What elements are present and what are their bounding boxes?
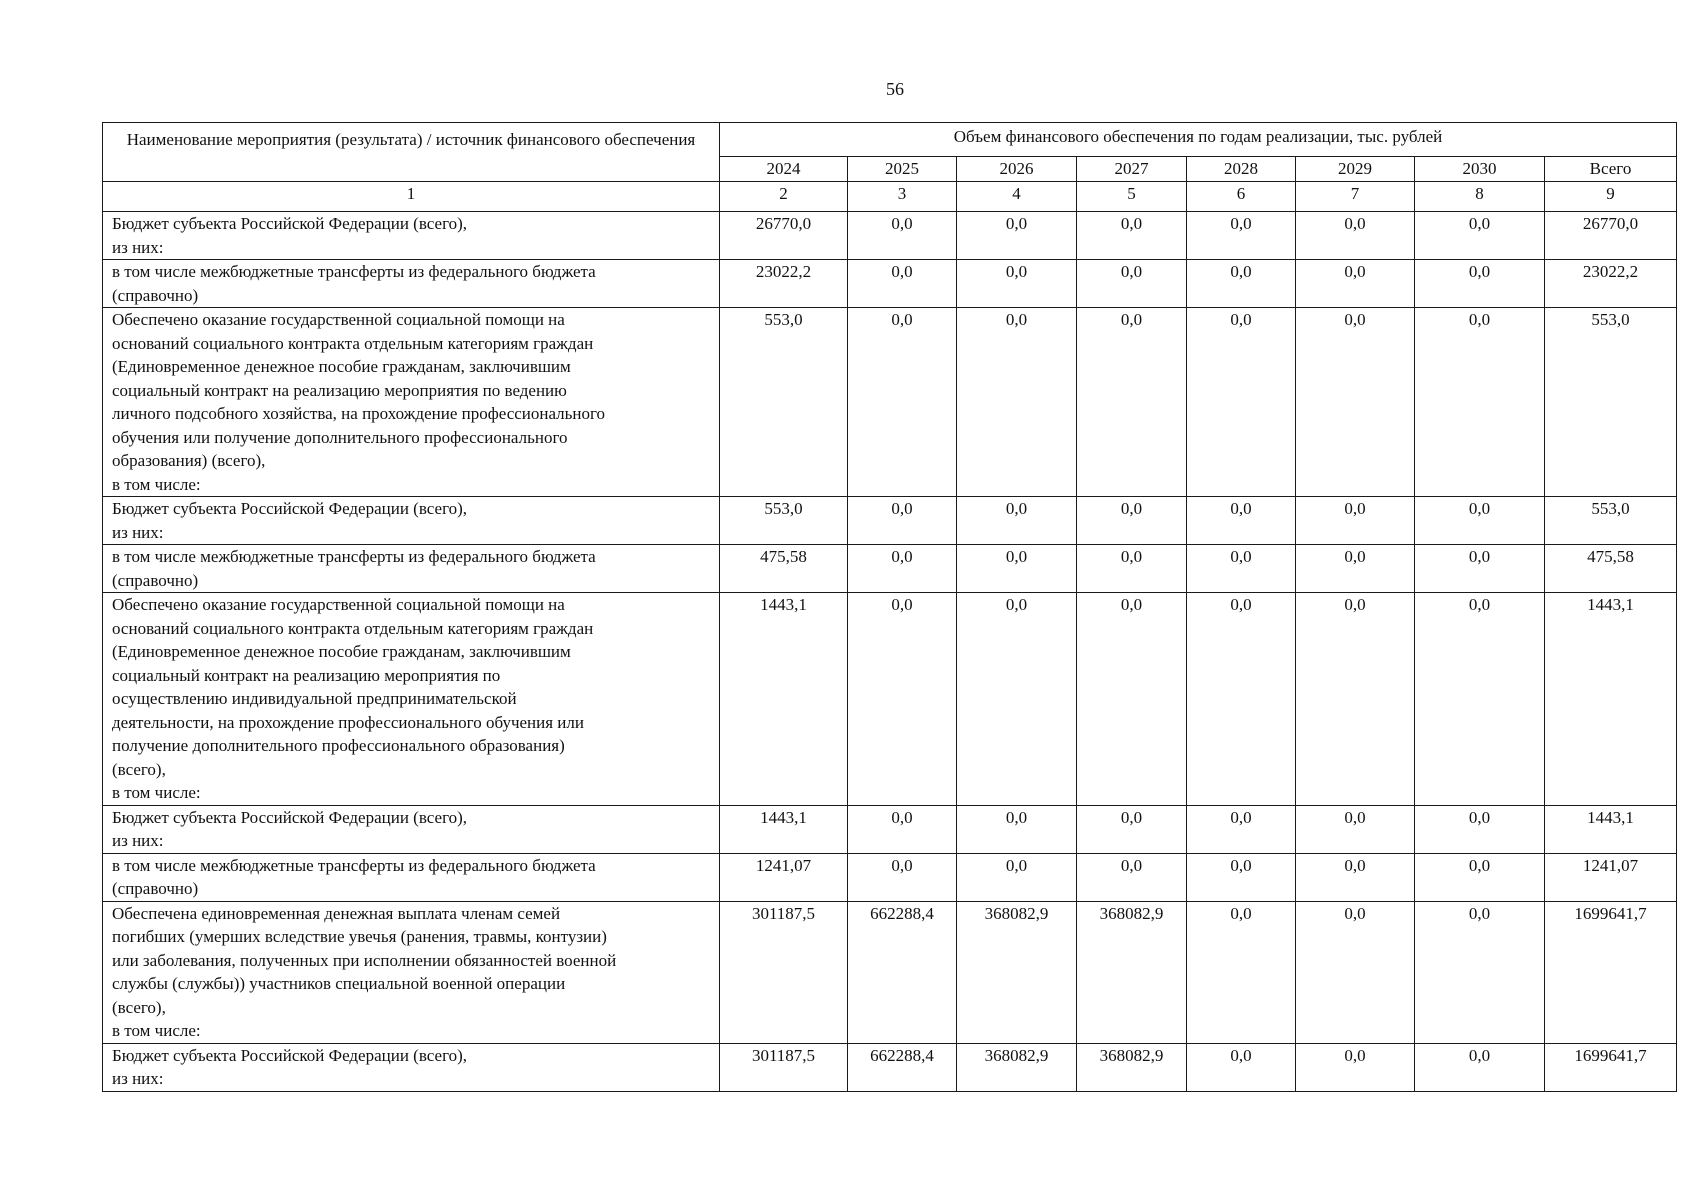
header-year-2025: 2025 <box>848 157 957 182</box>
row-name-line: в том числе: <box>112 783 201 802</box>
value-cell: 553,0 <box>1545 497 1677 545</box>
row-name-line: Бюджет субъекта Российской Федерации (всего), <box>112 1045 468 1065</box>
header-year-2030: 2030 <box>1415 157 1545 182</box>
value-cell: 301187,5 <box>720 1043 848 1091</box>
table-row <box>103 853 1677 901</box>
table-row <box>103 805 1677 853</box>
value-cell: 1241,07 <box>1545 853 1677 901</box>
value-cell: 1443,1 <box>1545 593 1677 806</box>
value-cell: 0,0 <box>1296 853 1415 901</box>
row-name-line: оснований социального контракта отдельным категориям граждан <box>112 618 594 638</box>
row-name-line: осуществлению индивидуальной предпринимательской <box>112 689 517 708</box>
row-name-line: из них: <box>112 1069 164 1088</box>
value-cell: 23022,2 <box>1545 260 1677 308</box>
value-cell: 0,0 <box>848 497 957 545</box>
row-name <box>103 1043 720 1091</box>
row-name-line: Бюджет субъекта Российской Федерации (всего), <box>112 214 468 233</box>
value-cell: 26770,0 <box>1545 212 1677 260</box>
value-cell: 0,0 <box>957 497 1077 545</box>
value-cell: 0,0 <box>1415 545 1545 593</box>
financing-table <box>102 122 1677 1092</box>
value-cell: 1443,1 <box>720 593 848 806</box>
row-name <box>103 545 720 593</box>
row-name <box>103 805 720 853</box>
row-name-line: Обеспечено оказание государственной социальной помощи на <box>112 310 565 329</box>
value-cell: 0,0 <box>1296 1043 1415 1091</box>
column-number: 2 <box>720 182 848 212</box>
value-cell: 0,0 <box>848 260 957 308</box>
value-cell: 553,0 <box>720 308 848 497</box>
value-cell: 1699641,7 <box>1545 901 1677 1043</box>
row-name-line: в том числе: <box>112 474 201 494</box>
header-total: Всего <box>1545 157 1677 182</box>
row-name-line: оснований социального контракта отдельным категориям граждан <box>112 333 594 353</box>
row-name-line: (Единовременное денежное пособие гражданам, заключившим <box>112 357 571 376</box>
value-cell: 0,0 <box>1296 308 1415 497</box>
table-row <box>103 593 1677 806</box>
header-name-column: Наименование мероприятия (результата) / источник финансового обеспечения <box>103 123 720 182</box>
value-cell: 0,0 <box>848 308 957 497</box>
row-name <box>103 212 720 260</box>
value-cell: 0,0 <box>1296 593 1415 806</box>
row-name <box>103 308 720 497</box>
row-name-line: из них: <box>112 237 164 257</box>
value-cell: 0,0 <box>1187 805 1296 853</box>
value-cell: 0,0 <box>1077 593 1187 806</box>
page-number: 56 <box>886 79 904 99</box>
row-name-line: социальный контракт на реализацию мероприятия по <box>112 665 501 685</box>
value-cell: 553,0 <box>1545 308 1677 497</box>
value-cell: 0,0 <box>1415 497 1545 545</box>
row-name-line: Бюджет субъекта Российской Федерации (всего), <box>112 807 468 827</box>
value-cell: 1443,1 <box>720 805 848 853</box>
value-cell: 0,0 <box>1187 593 1296 806</box>
value-cell: 0,0 <box>1187 545 1296 593</box>
row-name-line: (справочно) <box>112 879 199 898</box>
header-year-2024: 2024 <box>720 157 848 182</box>
table-row <box>103 545 1677 593</box>
row-name-line: деятельности, на прохождение профессионального обучения или <box>112 712 584 732</box>
row-name-line: (всего), <box>112 997 166 1017</box>
value-cell: 0,0 <box>1077 805 1187 853</box>
value-cell: 368082,9 <box>1077 1043 1187 1091</box>
column-number: 6 <box>1187 182 1296 212</box>
value-cell: 1699641,7 <box>1545 1043 1677 1091</box>
value-cell: 0,0 <box>848 593 957 806</box>
value-cell: 0,0 <box>1077 212 1187 260</box>
value-cell: 0,0 <box>1415 853 1545 901</box>
value-cell: 662288,4 <box>848 901 957 1043</box>
table-row <box>103 901 1677 1043</box>
value-cell: 23022,2 <box>720 260 848 308</box>
row-name-line: (Единовременное денежное пособие гражданам, заключившим <box>112 642 571 661</box>
row-name-line: социальный контракт на реализацию мероприятия по ведению <box>112 380 567 400</box>
row-name-line: (всего), <box>112 759 166 779</box>
table-row <box>103 212 1677 260</box>
row-name-line: в том числе межбюджетные трансферты из федерального бюджета <box>112 547 596 566</box>
row-name <box>103 260 720 308</box>
value-cell: 0,0 <box>957 853 1077 901</box>
row-name-line: обучения или получение дополнительного профессионального <box>112 427 568 447</box>
value-cell: 26770,0 <box>720 212 848 260</box>
value-cell: 0,0 <box>1415 901 1545 1043</box>
value-cell: 1241,07 <box>720 853 848 901</box>
value-cell: 0,0 <box>848 212 957 260</box>
value-cell: 0,0 <box>1415 260 1545 308</box>
value-cell: 0,0 <box>848 853 957 901</box>
row-name <box>103 901 720 1043</box>
value-cell: 0,0 <box>1077 497 1187 545</box>
value-cell: 0,0 <box>1415 308 1545 497</box>
value-cell: 0,0 <box>1296 260 1415 308</box>
table-row <box>103 1043 1677 1091</box>
header-year-2029: 2029 <box>1296 157 1415 182</box>
value-cell: 0,0 <box>1415 593 1545 806</box>
value-cell: 0,0 <box>1077 260 1187 308</box>
value-cell: 1443,1 <box>1545 805 1677 853</box>
row-name-line: службы (службы)) участников специальной военной операции <box>112 974 566 993</box>
value-cell: 475,58 <box>1545 545 1677 593</box>
row-name-line: получение дополнительного профессионального образования) <box>112 736 565 755</box>
header-year-2027: 2027 <box>1077 157 1187 182</box>
value-cell: 0,0 <box>1187 212 1296 260</box>
table-body <box>103 212 1677 1092</box>
value-cell: 0,0 <box>1415 212 1545 260</box>
value-cell: 368082,9 <box>957 1043 1077 1091</box>
table-row <box>103 308 1677 497</box>
value-cell: 0,0 <box>1077 545 1187 593</box>
value-cell: 0,0 <box>1187 1043 1296 1091</box>
table-row <box>103 497 1677 545</box>
row-name-line: в том числе: <box>112 1021 201 1040</box>
value-cell: 0,0 <box>1415 805 1545 853</box>
value-cell: 0,0 <box>1187 853 1296 901</box>
value-cell: 0,0 <box>1187 497 1296 545</box>
value-cell: 475,58 <box>720 545 848 593</box>
row-name-line: в том числе межбюджетные трансферты из федерального бюджета <box>112 262 596 281</box>
header-year-2026: 2026 <box>957 157 1077 182</box>
row-name-line: (справочно) <box>112 570 199 590</box>
value-cell: 0,0 <box>1415 1043 1545 1091</box>
row-name-line: образования) (всего), <box>112 451 266 470</box>
row-name-line: Обеспечено оказание государственной социальной помощи на <box>112 595 565 614</box>
value-cell: 0,0 <box>848 545 957 593</box>
value-cell: 0,0 <box>1187 901 1296 1043</box>
value-cell: 0,0 <box>1187 260 1296 308</box>
column-number: 3 <box>848 182 957 212</box>
value-cell: 368082,9 <box>1077 901 1187 1043</box>
column-number: 4 <box>957 182 1077 212</box>
value-cell: 0,0 <box>1296 497 1415 545</box>
header-year-2028: 2028 <box>1187 157 1296 182</box>
value-cell: 0,0 <box>1296 212 1415 260</box>
row-name <box>103 853 720 901</box>
value-cell: 0,0 <box>1187 308 1296 497</box>
column-number: 5 <box>1077 182 1187 212</box>
column-number: 8 <box>1415 182 1545 212</box>
value-cell: 0,0 <box>957 308 1077 497</box>
row-name-line: или заболевания, полученных при исполнении обязанностей военной <box>112 950 617 970</box>
value-cell: 0,0 <box>848 805 957 853</box>
value-cell: 0,0 <box>1077 308 1187 497</box>
value-cell: 368082,9 <box>957 901 1077 1043</box>
row-name <box>103 593 720 806</box>
value-cell: 0,0 <box>1296 805 1415 853</box>
value-cell: 301187,5 <box>720 901 848 1043</box>
value-cell: 0,0 <box>1296 901 1415 1043</box>
value-cell: 0,0 <box>1077 853 1187 901</box>
header-financing-volume: Объем финансового обеспечения по годам реализации, тыс. рублей <box>720 123 1677 157</box>
row-name-line: (справочно) <box>112 285 199 305</box>
value-cell: 0,0 <box>1296 545 1415 593</box>
value-cell: 662288,4 <box>848 1043 957 1091</box>
column-number: 9 <box>1545 182 1677 212</box>
value-cell: 0,0 <box>957 212 1077 260</box>
value-cell: 0,0 <box>957 260 1077 308</box>
row-name-line: из них: <box>112 522 164 542</box>
row-name-line: Обеспечена единовременная денежная выплата членам семей <box>112 903 561 923</box>
row-name <box>103 497 720 545</box>
row-name-line: личного подсобного хозяйства, на прохождение профессионального <box>112 404 606 423</box>
column-number: 1 <box>103 182 720 212</box>
value-cell: 553,0 <box>720 497 848 545</box>
table-row <box>103 260 1677 308</box>
value-cell: 0,0 <box>957 545 1077 593</box>
row-name-line: погибших (умерших вследствие увечья (ранения, травмы, контузии) <box>112 927 607 946</box>
row-name-line: из них: <box>112 831 164 850</box>
row-name-line: Бюджет субъекта Российской Федерации (всего), <box>112 499 468 518</box>
value-cell: 0,0 <box>957 593 1077 806</box>
column-number: 7 <box>1296 182 1415 212</box>
row-name-line: в том числе межбюджетные трансферты из федерального бюджета <box>112 855 596 875</box>
value-cell: 0,0 <box>957 805 1077 853</box>
